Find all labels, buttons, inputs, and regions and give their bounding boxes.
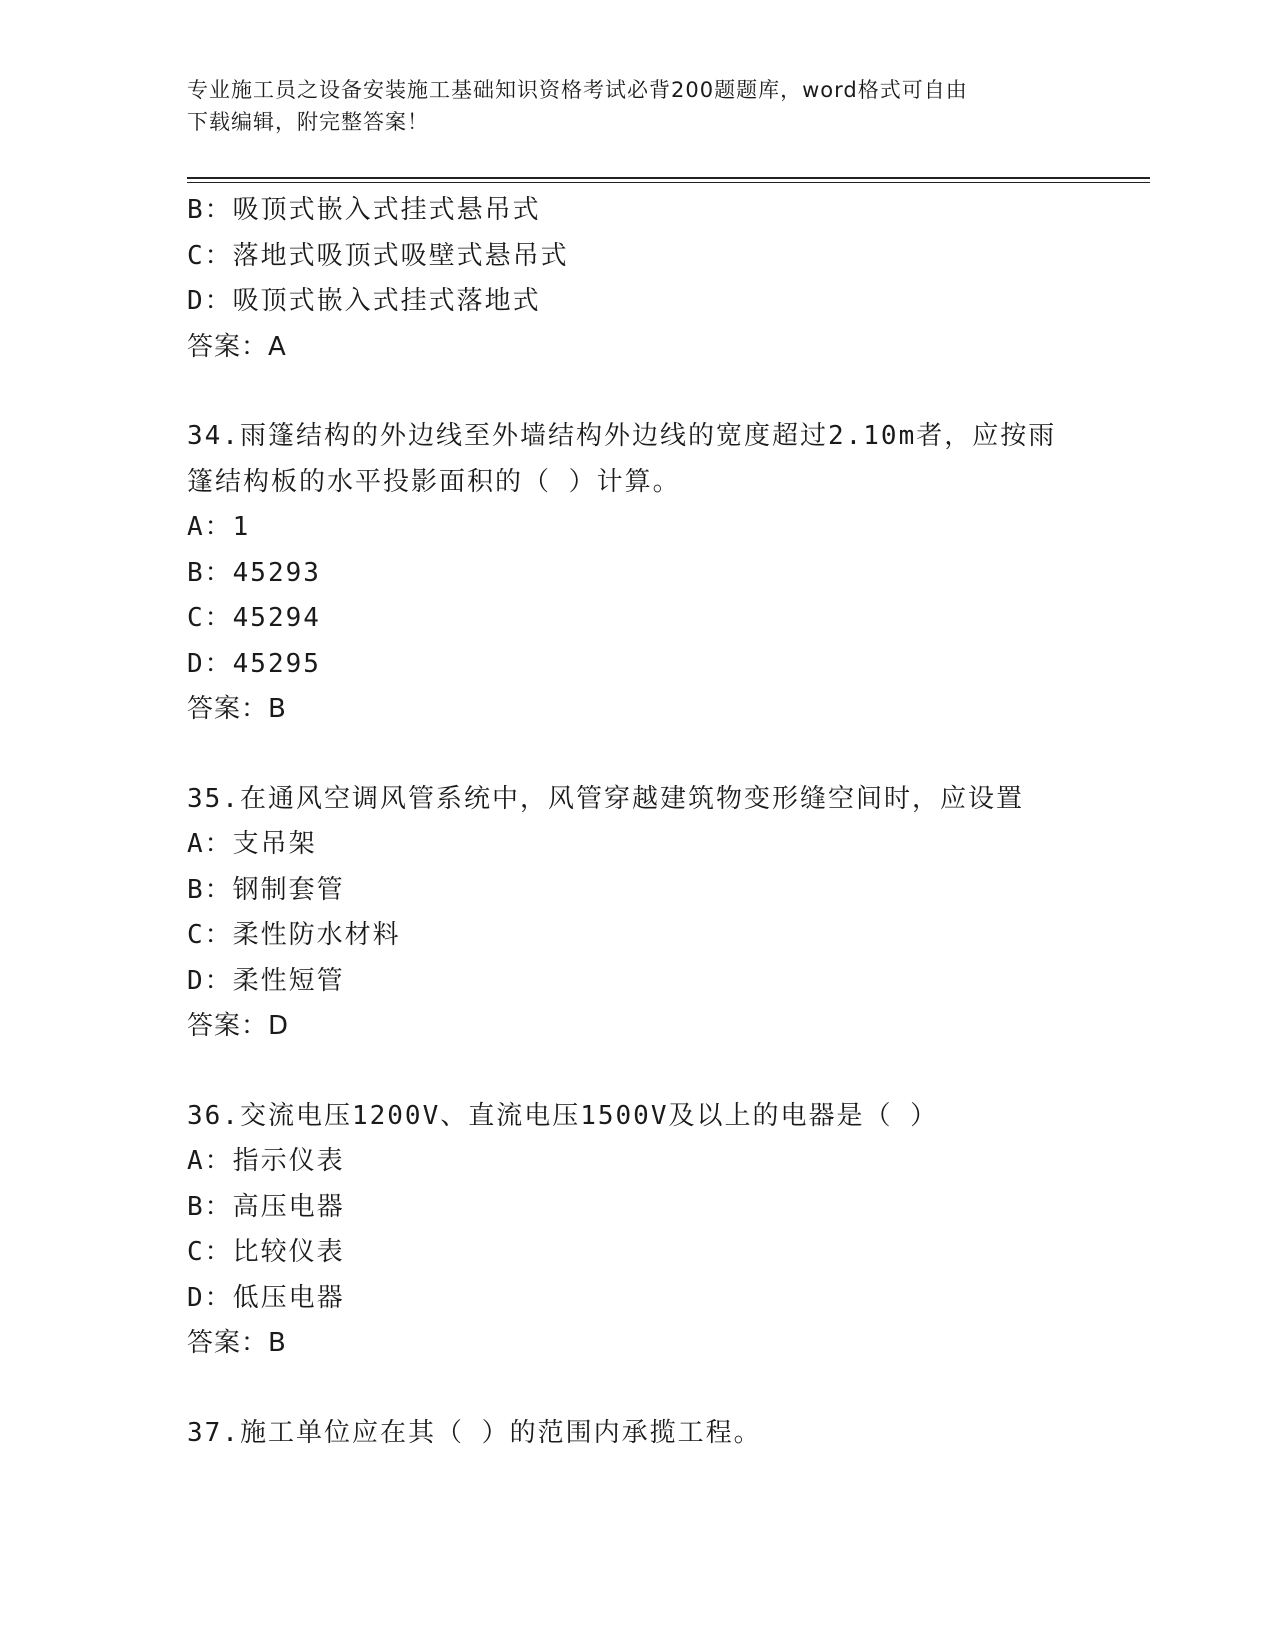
header-rule-thin: [187, 182, 1150, 183]
option-b: B：45293: [187, 557, 321, 588]
option-c: C：柔性防水材料: [187, 920, 401, 950]
option-d: D：低压电器: [187, 1282, 345, 1313]
option-c: C：比较仪表: [187, 1237, 345, 1267]
spacer: [187, 1367, 1087, 1411]
spacer: [187, 370, 1087, 414]
question-stem: 37.施工单位应在其（ ）的范围内承揽工程。: [187, 1417, 762, 1448]
option-b: B：吸顶式嵌入式挂式悬吊式: [187, 195, 541, 225]
question-35: [187, 777, 1087, 1050]
question-stem: 36.交流电压1200V、直流电压1500V及以上的电器是（ ）: [187, 1100, 939, 1131]
header-rule-thick: [187, 177, 1150, 179]
question-37: [187, 1411, 1087, 1457]
option-d: D：柔性短管: [187, 965, 345, 996]
question-list: [187, 188, 1087, 1456]
option-c: C：落地式吸顶式吸壁式悬吊式: [187, 240, 569, 271]
spacer: [187, 733, 1087, 777]
option-b: B：高压电器: [187, 1191, 345, 1222]
question-stem-cont: 篷结构板的水平投影面积的（ ）计算。: [187, 466, 681, 497]
spacer: [187, 1050, 1087, 1094]
answer-line: 答案：B: [187, 1328, 287, 1358]
option-b: B：钢制套管: [187, 874, 345, 905]
question-stem: 34.雨篷结构的外边线至外墙结构外边线的宽度超过2.10m者，应按雨: [187, 421, 1057, 451]
option-d: D：吸顶式嵌入式挂式落地式: [187, 286, 541, 316]
header-line-1: 专业施工员之设备安装施工基础知识资格考试必背200题题库，word格式可自由: [187, 78, 968, 102]
question-34: [187, 414, 1087, 733]
question-36: [187, 1094, 1087, 1367]
option-a: A：支吊架: [187, 829, 317, 859]
option-a: A：指示仪表: [187, 1146, 345, 1176]
question-stem: 35.在通风空调风管系统中，风管穿越建筑物变形缝空间时，应设置: [187, 783, 1024, 814]
answer-line: 答案：B: [187, 694, 287, 724]
document-header: [187, 74, 1067, 138]
header-line-2: 下载编辑，附完整答案！: [187, 110, 429, 134]
option-a: A：1: [187, 512, 251, 542]
option-c: C：45294: [187, 603, 321, 633]
option-d: D：45295: [187, 648, 321, 679]
answer-line: 答案：D: [187, 1011, 290, 1041]
question-33: [187, 188, 1087, 370]
answer-line: 答案：A: [187, 331, 287, 362]
